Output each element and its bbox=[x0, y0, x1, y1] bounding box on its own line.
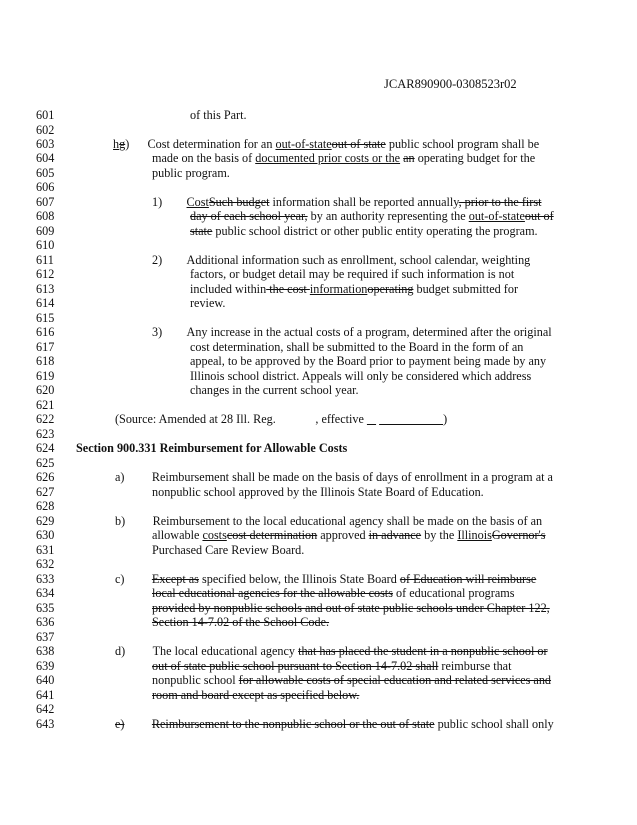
document-line bbox=[0, 195, 637, 209]
line-number: 641 bbox=[36, 688, 55, 702]
struck-text: out of bbox=[524, 209, 554, 223]
document-line bbox=[0, 456, 637, 470]
text-run: by an authority representing the bbox=[307, 209, 469, 223]
line-number: 624 bbox=[36, 441, 55, 455]
inserted-text: out-of-state bbox=[468, 209, 525, 223]
line-number: 613 bbox=[36, 282, 55, 296]
line-number: 638 bbox=[36, 644, 55, 658]
text-run: factors, or budget detail may be required if such information is not bbox=[190, 267, 515, 281]
line-text bbox=[115, 470, 553, 484]
line-text bbox=[190, 267, 514, 281]
struck-text: day of each school year, bbox=[190, 209, 308, 223]
document-line bbox=[0, 485, 637, 499]
inserted-text: Illinois bbox=[457, 528, 492, 542]
line-text bbox=[190, 340, 523, 354]
struck-text: provided by nonpublic schools and out of state public schools under Chapter 122, bbox=[152, 601, 550, 615]
struck-text: local educational agencies for the allowable costs bbox=[152, 586, 393, 600]
text-run: public school shall only bbox=[434, 717, 554, 731]
line-number: 622 bbox=[36, 412, 55, 426]
document-id-header: JCAR890900-0308523r02 bbox=[384, 77, 517, 91]
line-text bbox=[152, 253, 530, 267]
document-line bbox=[0, 688, 637, 702]
line-number: 611 bbox=[36, 253, 54, 267]
line-text bbox=[115, 412, 447, 426]
struck-text: out of state public school pursuant to Section 14-7.02 shall bbox=[152, 659, 439, 673]
struck-text: Such budget bbox=[208, 195, 270, 209]
struck-text: g bbox=[119, 137, 126, 151]
text-run: review. bbox=[190, 296, 226, 310]
line-text bbox=[190, 369, 531, 383]
line-number: 625 bbox=[36, 456, 55, 470]
line-text bbox=[152, 601, 550, 615]
struck-text: state bbox=[190, 224, 213, 238]
struck-text: an bbox=[403, 151, 415, 165]
text-run: ) bbox=[443, 412, 448, 426]
document-line bbox=[0, 311, 637, 325]
document-line bbox=[0, 180, 637, 194]
document-line bbox=[0, 123, 637, 137]
document-line bbox=[0, 238, 637, 252]
line-number: 630 bbox=[36, 528, 55, 542]
text-run: c) bbox=[115, 572, 152, 586]
text-run: of this Part. bbox=[190, 108, 247, 122]
struck-text: of Education will reimburse bbox=[399, 572, 537, 586]
line-text bbox=[152, 151, 535, 165]
inserted-text: documented prior costs or the bbox=[255, 151, 401, 165]
document-line bbox=[0, 412, 637, 426]
struck-text: room and board except as specified below. bbox=[152, 688, 360, 702]
line-text bbox=[152, 673, 551, 687]
line-text bbox=[115, 572, 536, 586]
line-text bbox=[152, 659, 511, 673]
line-number: 612 bbox=[36, 267, 55, 281]
line-number: 636 bbox=[36, 615, 55, 629]
document-line bbox=[0, 557, 637, 571]
document-line bbox=[0, 137, 637, 151]
document-line bbox=[0, 543, 637, 557]
document-line bbox=[0, 340, 637, 354]
line-number: 617 bbox=[36, 340, 55, 354]
line-number: 603 bbox=[36, 137, 55, 151]
line-text bbox=[115, 514, 542, 528]
struck-text: in advance bbox=[368, 528, 422, 542]
document-line bbox=[0, 586, 637, 600]
inserted-text: Cost bbox=[186, 195, 209, 209]
text-run: (Source: Amended at 28 Ill. Reg. , effective bbox=[115, 412, 367, 426]
document-line bbox=[0, 717, 637, 731]
text-run: 2) Additional information such as enrollment, school calendar, weighting bbox=[152, 253, 531, 267]
document-line bbox=[0, 528, 637, 542]
struck-text: that has placed the student in a nonpublic school or bbox=[298, 644, 548, 658]
text-run: changes in the current school year. bbox=[190, 383, 359, 397]
text-run: 1) bbox=[152, 195, 187, 209]
struck-text: out of state bbox=[331, 137, 386, 151]
line-number: 601 bbox=[36, 108, 55, 122]
text-run: allowable bbox=[152, 528, 203, 542]
text-run: information shall be reported annually bbox=[269, 195, 459, 209]
inserted-text bbox=[379, 412, 443, 426]
line-number: 643 bbox=[36, 717, 55, 731]
inserted-text: costs bbox=[202, 528, 227, 542]
text-run: b) Reimbursement to the local educational agency shall be made on the basis of an bbox=[115, 514, 543, 528]
line-number: 616 bbox=[36, 325, 55, 339]
document-line bbox=[0, 253, 637, 267]
line-number: 627 bbox=[36, 485, 55, 499]
text-run: public program. bbox=[152, 166, 230, 180]
struck-text: Governor's bbox=[491, 528, 546, 542]
text-run: budget submitted for bbox=[413, 282, 519, 296]
text-run: public school program shall be bbox=[385, 137, 540, 151]
line-number: 602 bbox=[36, 123, 55, 137]
document-line bbox=[0, 673, 637, 687]
line-text bbox=[152, 325, 552, 339]
document-line bbox=[0, 166, 637, 180]
text-run: nonpublic school bbox=[152, 673, 239, 687]
document-line bbox=[0, 702, 637, 716]
document-line bbox=[0, 615, 637, 629]
document-line bbox=[0, 354, 637, 368]
text-run: reimburse that bbox=[438, 659, 512, 673]
text-run: approved bbox=[317, 528, 369, 542]
text-run: made on the basis of bbox=[152, 151, 256, 165]
line-number: 626 bbox=[36, 470, 55, 484]
document-line bbox=[0, 644, 637, 658]
text-run: public school district or other public entity operating the program. bbox=[212, 224, 538, 238]
line-text bbox=[190, 209, 554, 223]
text-run: Purchased Care Review Board. bbox=[152, 543, 305, 557]
line-number: 635 bbox=[36, 601, 55, 615]
text-run: cost determination, shall be submitted to the Board in the form of an bbox=[190, 340, 524, 354]
struck-text: Section 14-7.02 of the School Code. bbox=[152, 615, 330, 629]
document-line bbox=[0, 499, 637, 513]
line-number: 620 bbox=[36, 383, 55, 397]
document-line bbox=[0, 470, 637, 484]
document-line bbox=[0, 659, 637, 673]
inserted-text: h bbox=[113, 137, 120, 151]
document-line bbox=[0, 630, 637, 644]
line-number: 610 bbox=[36, 238, 55, 252]
line-number: 615 bbox=[36, 311, 55, 325]
text-run: by the bbox=[421, 528, 458, 542]
line-text bbox=[115, 717, 554, 731]
line-text bbox=[190, 354, 546, 368]
text-run: d) The local educational agency bbox=[115, 644, 299, 658]
line-number: 609 bbox=[36, 224, 55, 238]
text-run: appeal, to be approved by the Board prior to payment being made by any bbox=[190, 354, 547, 368]
document-line bbox=[0, 441, 637, 455]
line-number: 606 bbox=[36, 180, 55, 194]
line-number: 608 bbox=[36, 209, 55, 223]
struck-text: for allowable costs of special education and related services and bbox=[238, 673, 552, 687]
line-text bbox=[152, 543, 304, 557]
document-line bbox=[0, 427, 637, 441]
line-number: 618 bbox=[36, 354, 55, 368]
document-line bbox=[0, 601, 637, 615]
line-number: 607 bbox=[36, 195, 55, 209]
line-text bbox=[115, 644, 548, 658]
line-text bbox=[190, 282, 518, 296]
text-run: Illinois school district. Appeals will only be considered which address bbox=[190, 369, 532, 383]
struck-text: cost determination bbox=[226, 528, 318, 542]
document-line bbox=[0, 514, 637, 528]
document-line bbox=[0, 296, 637, 310]
line-number: 633 bbox=[36, 572, 55, 586]
line-text bbox=[190, 383, 359, 397]
text-run: included within bbox=[190, 282, 267, 296]
struck-text: e) bbox=[115, 717, 125, 731]
line-number: 605 bbox=[36, 166, 55, 180]
text-run: 3) Any increase in the actual costs of a program, determined after the original bbox=[152, 325, 552, 339]
struck-text: Except as bbox=[151, 572, 199, 586]
document-line bbox=[0, 398, 637, 412]
line-number: 634 bbox=[36, 586, 55, 600]
line-text bbox=[152, 586, 514, 600]
line-number: 621 bbox=[36, 398, 55, 412]
line-number: 629 bbox=[36, 514, 55, 528]
inserted-text: out-of-state bbox=[275, 137, 332, 151]
section-heading: Section 900.331 Reimbursement for Allowable Costs bbox=[76, 441, 348, 455]
line-number: 604 bbox=[36, 151, 55, 165]
line-number: 637 bbox=[36, 630, 55, 644]
text-run: nonpublic school approved by the Illinois State Board of Education. bbox=[152, 485, 484, 499]
line-number: 642 bbox=[36, 702, 55, 716]
line-text bbox=[76, 441, 347, 455]
line-number: 631 bbox=[36, 543, 55, 557]
inserted-text bbox=[367, 412, 376, 426]
document-line bbox=[0, 151, 637, 165]
text-run: specified below, the Illinois State Board bbox=[198, 572, 400, 586]
line-text bbox=[152, 485, 484, 499]
document-line bbox=[0, 209, 637, 223]
text-run bbox=[124, 717, 151, 731]
line-text bbox=[190, 108, 247, 122]
line-text bbox=[152, 688, 359, 702]
struck-text: operating bbox=[367, 282, 414, 296]
line-number: 619 bbox=[36, 369, 55, 383]
inserted-text: information bbox=[309, 282, 368, 296]
document-line bbox=[0, 572, 637, 586]
line-number: 639 bbox=[36, 659, 55, 673]
document-line bbox=[0, 282, 637, 296]
line-text bbox=[190, 224, 538, 238]
document-line bbox=[0, 383, 637, 397]
line-text bbox=[152, 195, 542, 209]
text-run: a) Reimbursement shall be made on the basis of days of enrollment in a program at a bbox=[115, 470, 553, 484]
line-number: 623 bbox=[36, 427, 55, 441]
document-line bbox=[0, 224, 637, 238]
line-text bbox=[152, 166, 230, 180]
line-text bbox=[190, 296, 225, 310]
document-line bbox=[0, 108, 637, 122]
line-text bbox=[152, 528, 546, 542]
line-number: 614 bbox=[36, 296, 55, 310]
document-line bbox=[0, 369, 637, 383]
struck-text: Reimbursement to the nonpublic school or the out of state bbox=[151, 717, 435, 731]
line-number: 628 bbox=[36, 499, 55, 513]
text-run: ) Cost determination for an bbox=[125, 137, 276, 151]
struck-text: , prior to the first bbox=[458, 195, 542, 209]
line-text bbox=[152, 615, 329, 629]
line-number: 632 bbox=[36, 557, 55, 571]
line-number: 640 bbox=[36, 673, 55, 687]
line-text bbox=[113, 137, 539, 151]
text-run: operating budget for the bbox=[414, 151, 536, 165]
text-run: of educational programs bbox=[392, 586, 515, 600]
document-line bbox=[0, 267, 637, 281]
struck-text: the cost bbox=[266, 282, 310, 296]
document-line bbox=[0, 325, 637, 339]
